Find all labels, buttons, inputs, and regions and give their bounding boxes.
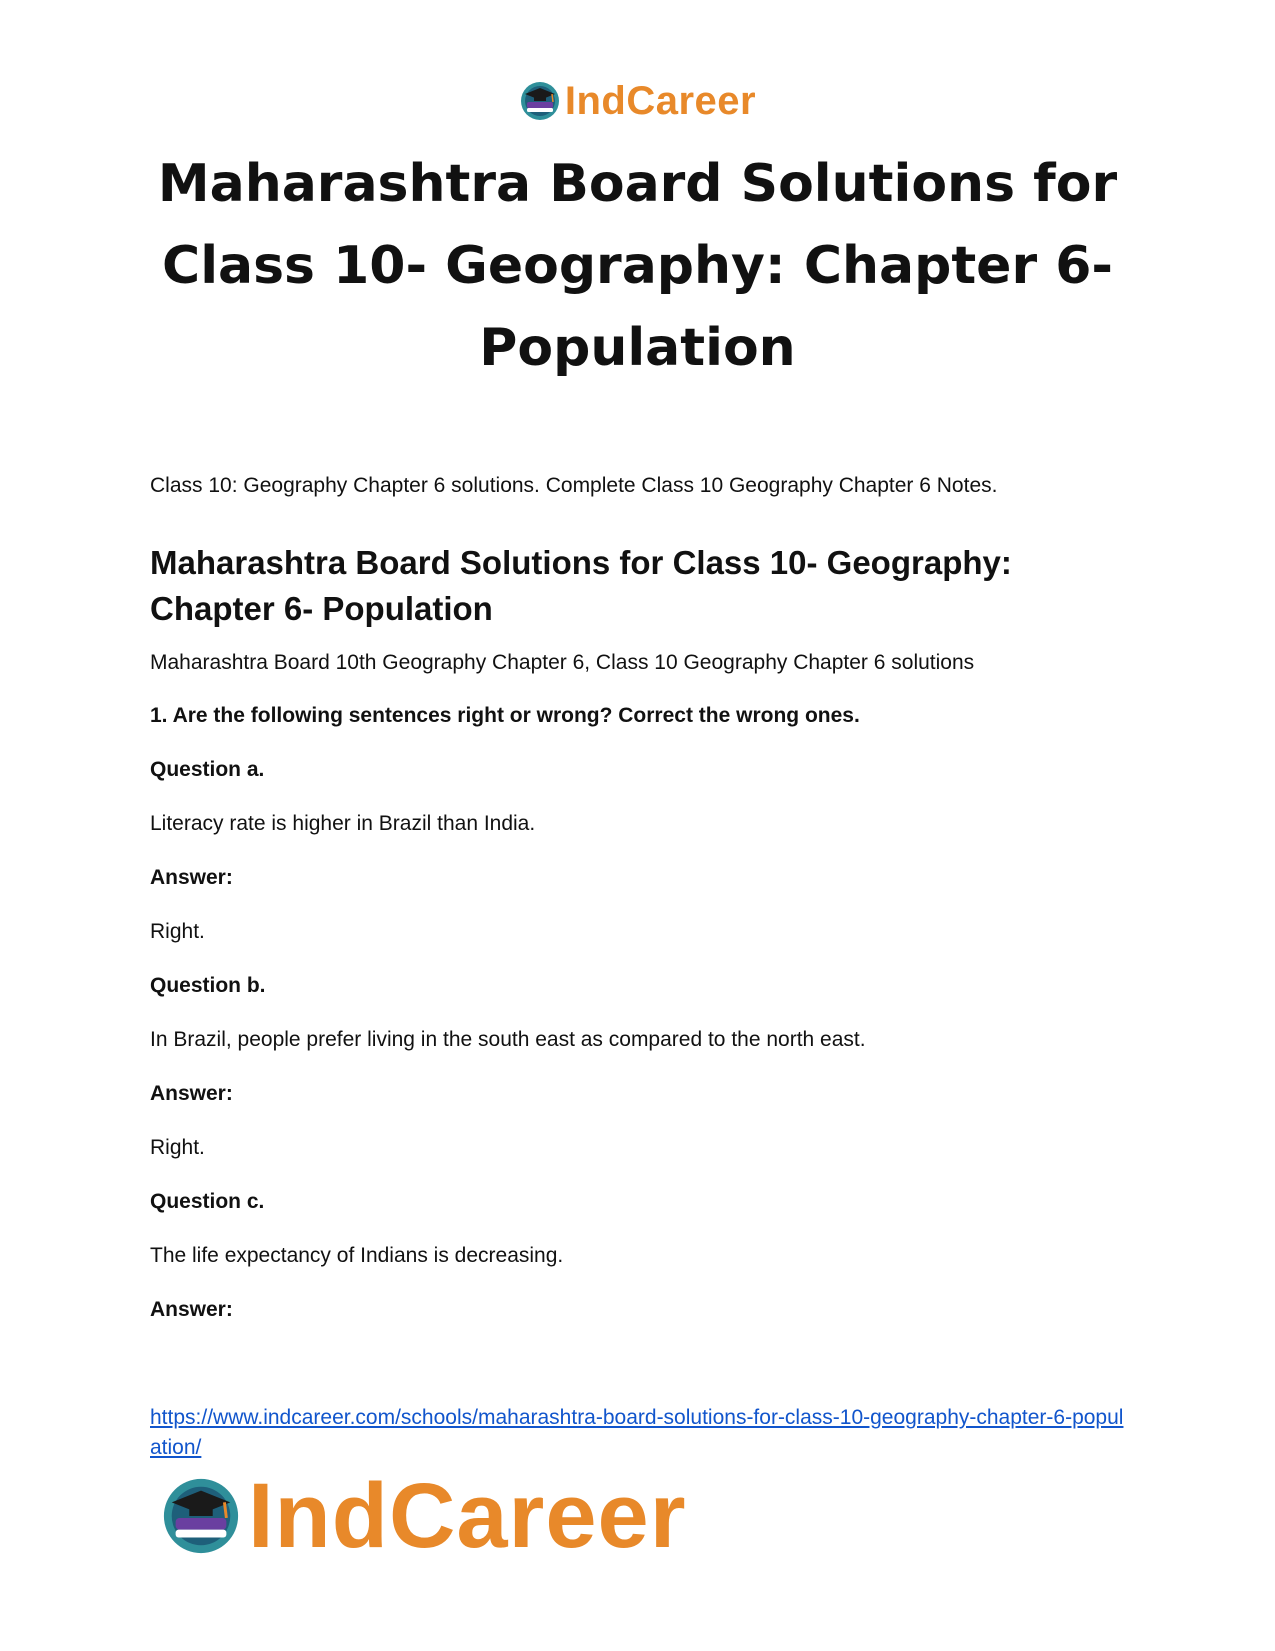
question-text: The life expectancy of Indians is decreasing.: [150, 1244, 564, 1267]
question-text: In Brazil, people prefer living in the south east as compared to the north east.: [150, 1028, 866, 1051]
graduation-cap-book-icon: [519, 80, 561, 122]
question-text: Literacy rate is higher in Brazil than India.: [150, 812, 536, 835]
answer-label: Answer:: [150, 1082, 233, 1105]
question-label: Question a.: [150, 758, 265, 781]
footer-logo: [160, 1465, 687, 1567]
graduation-cap-book-icon: [160, 1475, 242, 1557]
page-title: Maharashtra Board Solutions for Class 10- Geography: Chapter 6- Population: [157, 154, 1118, 378]
section-heading: Maharashtra Board Solutions for Class 10- Geography: Chapter 6- Population: [150, 544, 1012, 627]
logo-text: IndCareer: [564, 79, 757, 123]
answer-text: Right.: [150, 920, 205, 943]
answer-text: Right.: [150, 1136, 205, 1159]
answer-label: Answer:: [150, 1298, 233, 1321]
question-label: Question c.: [150, 1190, 265, 1213]
source-link[interactable]: https://www.indcareer.com/schools/maharashtra-board-solutions-for-class-10-geography-chapter-6-population/: [150, 1406, 1124, 1459]
exercise-heading: 1. Are the following sentences right or wrong? Correct the wrong ones.: [150, 704, 860, 727]
intro-text: Class 10: Geography Chapter 6 solutions. Complete Class 10 Geography Chapter 6 Notes.: [150, 474, 998, 497]
answer-label: Answer:: [150, 866, 233, 889]
section-subtitle: Maharashtra Board 10th Geography Chapter 6, Class 10 Geography Chapter 6 solutions: [150, 651, 975, 674]
question-label: Question b.: [150, 974, 266, 997]
logo-text: IndCareer: [248, 1465, 687, 1567]
header-logo: [0, 80, 1275, 122]
